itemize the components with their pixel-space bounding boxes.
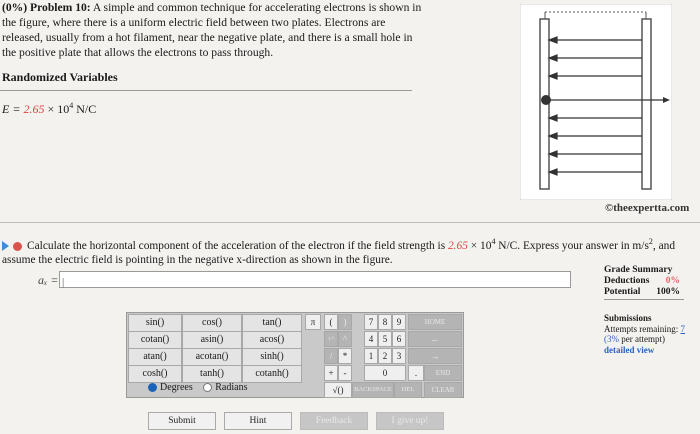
cotanh-button[interactable]: cotanh() <box>242 365 302 383</box>
key-4[interactable]: 4 <box>364 331 378 347</box>
angle-mode <box>148 382 247 393</box>
caret-key[interactable]: ^ <box>338 331 352 347</box>
degrees-label: Degrees <box>160 382 193 393</box>
answer-input[interactable] <box>59 271 571 288</box>
submit-button[interactable]: Submit <box>148 412 216 430</box>
question-times: × 10 <box>467 239 492 252</box>
key-9[interactable]: 9 <box>392 314 406 330</box>
key-5[interactable]: 5 <box>378 331 392 347</box>
rparen-key[interactable]: ) <box>338 314 352 330</box>
question-text <box>2 235 700 267</box>
sqrt-key[interactable]: √() <box>324 382 352 398</box>
key-1[interactable]: 1 <box>364 348 378 364</box>
key-8[interactable]: 8 <box>378 314 392 330</box>
attempts-row <box>604 324 700 335</box>
feedback-button[interactable]: Feedback <box>300 412 368 430</box>
backspace-key[interactable]: BACKSPACE <box>352 382 394 398</box>
sin-button[interactable]: sin() <box>128 314 182 332</box>
problem-head: (0%) Problem 10: <box>2 1 91 14</box>
question-part2: N/C. Express your answer in m/s <box>495 239 649 252</box>
potential-label: Potential <box>604 287 641 297</box>
problem-body: A simple and common technique for accelerating electrons is shown in the figure, where there is a uniform electric field between two plates. Electrons are released, usually from a hot filament, near the negative plate, and there is a small hole in the positive plate that allows the electrons to pass through. <box>2 1 422 59</box>
hint-button[interactable]: Hint <box>224 412 292 430</box>
key-2[interactable]: 2 <box>378 348 392 364</box>
power-key[interactable]: ↑^ <box>324 331 338 347</box>
asin-button[interactable]: asin() <box>182 331 242 349</box>
submissions-panel <box>604 313 700 355</box>
grade-summary <box>604 265 700 298</box>
radians-label: Radians <box>215 382 248 393</box>
field-value: 2.65 <box>23 102 45 116</box>
cos-button[interactable]: cos() <box>182 314 242 332</box>
field-exponent: 4 <box>69 101 74 110</box>
potential-row <box>604 287 680 298</box>
detailed-view-link[interactable]: detailed view <box>604 344 655 355</box>
right-arrow-key[interactable]: → <box>408 348 462 364</box>
key-6[interactable]: 6 <box>392 331 406 347</box>
left-arrow-key[interactable]: ← <box>408 331 462 347</box>
end-key[interactable]: END <box>424 365 462 381</box>
cosh-button[interactable]: cosh() <box>128 365 182 383</box>
potential-value: 100% <box>656 287 680 297</box>
grade-divider <box>604 299 684 300</box>
grade-title: Grade Summary <box>604 265 673 275</box>
plates-figure <box>520 4 672 200</box>
radians-radio[interactable] <box>203 383 212 392</box>
per-attempt-text: per attempt) <box>619 334 665 344</box>
warning-icon <box>13 242 22 251</box>
degrees-radio[interactable] <box>148 383 157 392</box>
deductions-value: 0% <box>665 276 680 286</box>
field-unit: N/C <box>73 102 97 116</box>
deductions-row <box>604 276 680 287</box>
per-attempt-row <box>604 334 700 345</box>
acos-button[interactable]: acos() <box>242 331 302 349</box>
key-0[interactable]: 0 <box>364 365 406 381</box>
tanh-button[interactable]: tanh() <box>182 365 242 383</box>
question-exponent: 4 <box>491 237 496 246</box>
play-icon[interactable] <box>2 241 9 251</box>
var-prefix: E = <box>2 102 24 116</box>
tan-button[interactable]: tan() <box>242 314 302 332</box>
question-unit-exp: 2 <box>648 237 653 246</box>
question-value: 2.65 <box>447 239 468 252</box>
atan-button[interactable]: atan() <box>128 348 182 366</box>
answer-label: aₓ = <box>38 273 59 287</box>
field-times: × 10 <box>44 102 70 116</box>
sinh-button[interactable]: sinh() <box>242 348 302 366</box>
attempts-label: Attempts remaining: <box>604 323 681 334</box>
answer-caret: | <box>62 276 65 288</box>
give-up-button[interactable]: I give up! <box>376 412 444 430</box>
section-divider <box>0 222 700 223</box>
copyright-text: ©theexpertta.com <box>605 202 690 214</box>
multiply-key[interactable]: * <box>338 348 352 364</box>
home-key[interactable]: HOME <box>408 314 462 330</box>
problem-text <box>2 0 422 60</box>
key-3[interactable]: 3 <box>392 348 406 364</box>
attempts-value: 7 <box>680 323 685 334</box>
clear-key[interactable]: CLEAR <box>424 382 462 398</box>
divider <box>0 90 412 91</box>
per-attempt-pct: (3% <box>604 334 619 344</box>
dot-key[interactable]: . <box>408 365 424 381</box>
minus-key[interactable]: - <box>338 365 352 381</box>
submissions-title: Submissions <box>604 313 652 323</box>
question-part3: , and assume the electric field is pointing in the negative x-direction as shown in the figure. <box>2 239 676 266</box>
cotan-button[interactable]: cotan() <box>128 331 182 349</box>
divide-key[interactable]: / <box>324 348 338 364</box>
question-part1: Calculate the horizontal component of the acceleration of the electron if the field strength is <box>27 239 448 252</box>
randomized-title: Randomized Variables <box>2 70 118 84</box>
field-variable <box>2 101 96 117</box>
lparen-key[interactable]: ( <box>324 314 338 330</box>
pi-key[interactable]: π <box>305 314 321 330</box>
acotan-button[interactable]: acotan() <box>182 348 242 366</box>
deductions-label: Deductions <box>604 276 650 286</box>
plus-key[interactable]: + <box>324 365 338 381</box>
key-7[interactable]: 7 <box>364 314 378 330</box>
del-key[interactable]: DEL <box>394 382 422 398</box>
